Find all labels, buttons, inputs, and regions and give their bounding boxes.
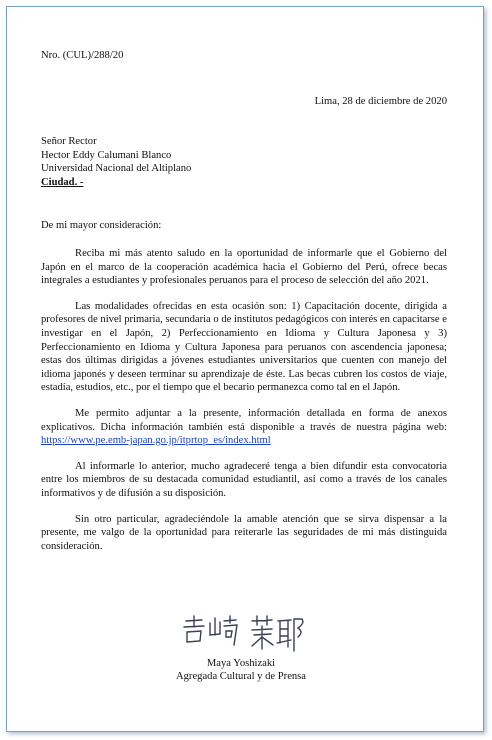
embassy-website-link[interactable]: https://www.pe.emb-japan.go.jp/itprtop_es/index.html	[41, 435, 271, 447]
signer-title: Agregada Cultural y de Prensa	[175, 671, 307, 682]
paragraph-2: Las modalidades ofrecidas en esta ocasión son: 1) Capacitación docente, dirigida a profesores de nivel primaria, secundaria o de institutos pedagógicos con interés en capacitarse e investigar en el Japón, 2) Perfeccionamiento en Idioma y Cultura Japonesa y 3) Perfeccionamiento en Idioma y Cultura Japonesa para peruanos con ascendencia japonesa; estas dos últimas dirigidas a jóvenes estudiantes universitarios que cuenten con manejo del idioma japonés y deseen terminar su aprendizaje de éste. Las becas cubren los costos de viaje, estadía, estudios, etc., por el tiempo que el becario permanezca como tal en el Japón.	[41, 300, 447, 394]
recipient-line-1: Señor Rector	[41, 136, 97, 147]
document-frame	[6, 6, 484, 732]
letter-date: Lima, 28 de diciembre de 2020	[314, 96, 447, 107]
handwritten-signature	[176, 613, 306, 655]
greeting: De mi mayor consideración:	[41, 220, 162, 231]
paragraph-3-text: Me permito adjuntar a la presente, información detallada en forma de anexos explicativos. Dicha información también está disponible a través de nuestra página web:	[41, 407, 447, 433]
paragraph-1: Reciba mi más atento saludo en la oportunidad de informarle que el Gobierno del Japón en el marco de la cooperación académica hacia el Gobierno del Perú, ofrece becas integrales a estudiantes y profesionales peruanos para el proceso de selección del año 2021.	[41, 248, 447, 287]
paragraph-4: Al informarle lo anterior, mucho agradeceré tenga a bien difundir esta convocatoria entre los miembros de su destacada comunidad estudiantil, así como a través de los canales informativos y de difusión a su disposición.	[41, 460, 447, 499]
paragraph-5: Sin otro particular, agradeciéndole la amable atención que se sirva dispensar a la presente, me valgo de la oportunidad para reiterarle las seguridades de mi más distinguida consideración.	[41, 513, 447, 552]
recipient-block	[41, 135, 191, 189]
recipient-line-3: Universidad Nacional del Altiplano	[41, 163, 192, 175]
recipient-city: Ciudad. -	[41, 176, 84, 188]
paragraph-3	[41, 407, 447, 448]
reference-number: Nro. (CUL)/288/20	[41, 50, 124, 61]
recipient-line-2: Hector Eddy Calumani Blanco	[41, 149, 172, 161]
signature-block	[141, 613, 341, 683]
letter-body	[41, 247, 447, 565]
signer-name: Maya Yoshizaki	[206, 658, 276, 669]
